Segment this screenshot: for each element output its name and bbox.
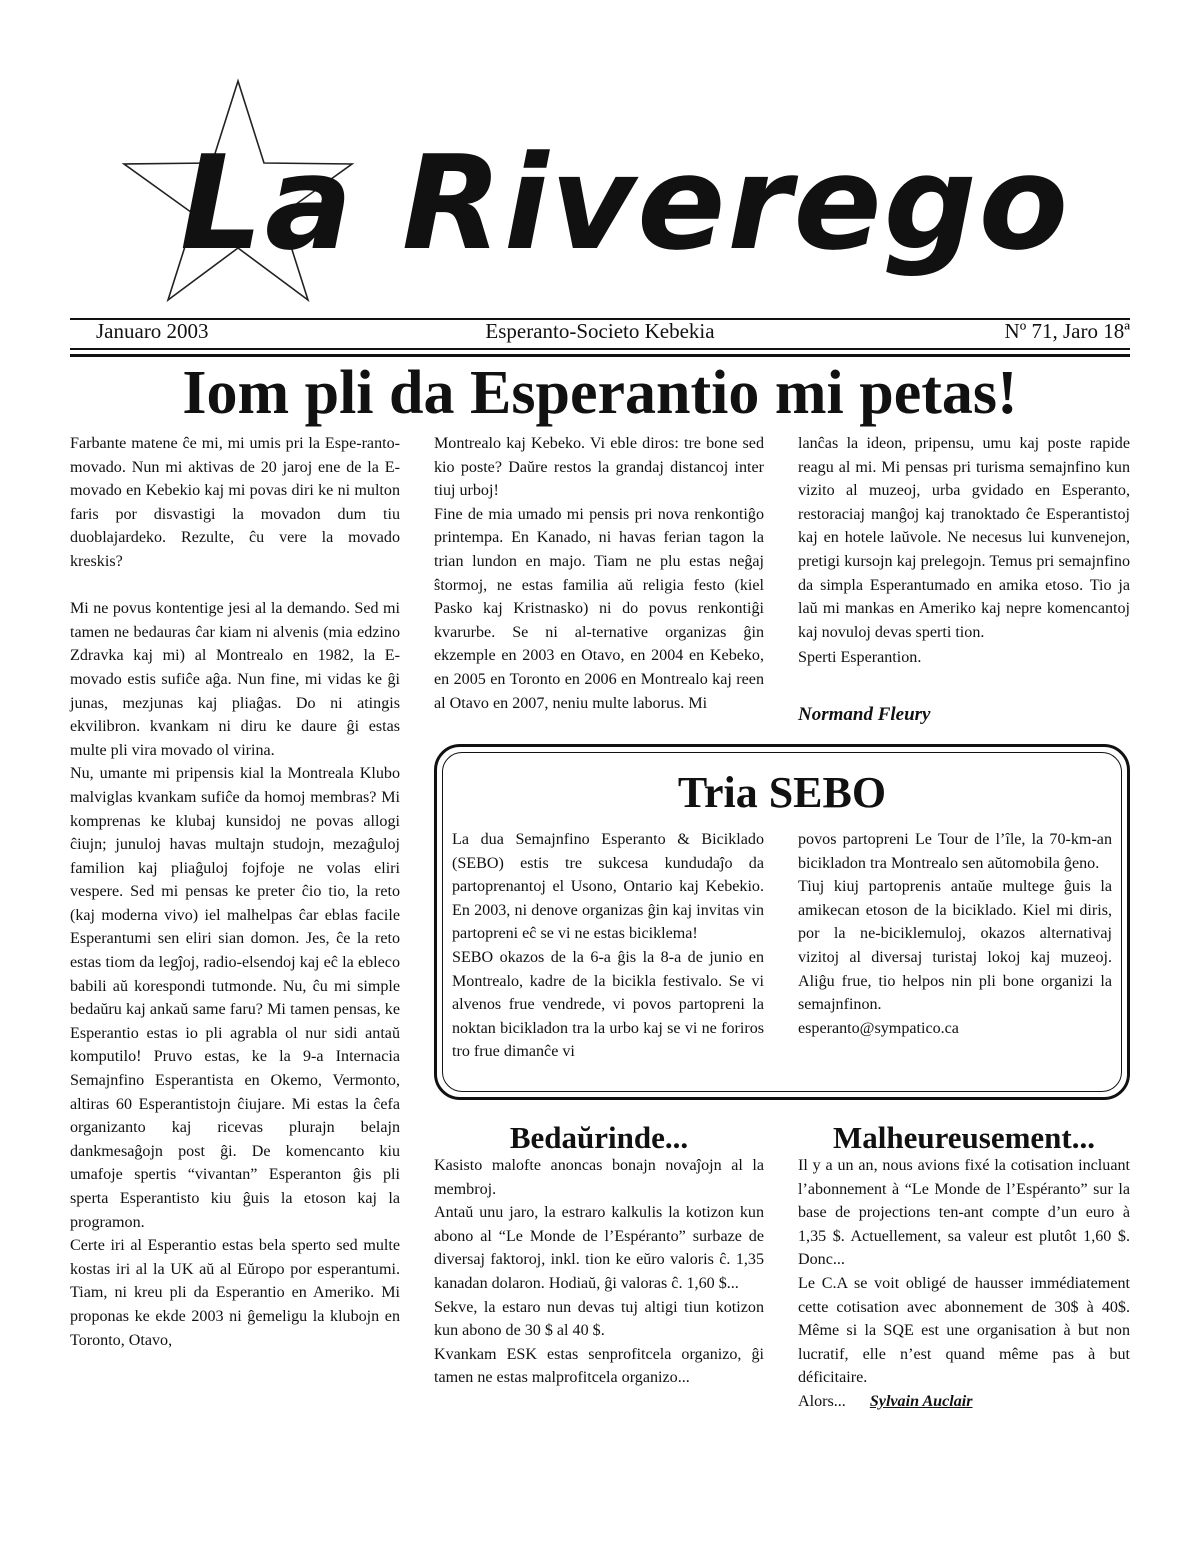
masthead-title: La Riverego bbox=[180, 127, 1071, 279]
mid-rule bbox=[70, 348, 1130, 350]
article-column-1 bbox=[70, 432, 400, 1352]
paragraph: SEBO okazos de la 6-a ĝis la 8-a de junio en Montrealo, kadre de la bicikla festivalo. Se vi alvenos frue vendrede, vi povos partopreni la noktan bicikladon tra la urbo kaj se vi ne foriros tro frue dimanĉe vi bbox=[452, 948, 764, 1061]
paragraph: Farbante matene ĉe mi, mi umis pri la Espe-ranto-movado. Nun mi aktivas de 20 jaroj ene de la E-movado en Kebekio kaj mi povas diri ke ni multon faris por disvastigi la movadon dum tiu duoblajardeko. Rezulte, ĉu vere la movado kreskis? bbox=[70, 435, 400, 570]
sebo-column-2 bbox=[798, 828, 1112, 1040]
paragraph: Antaŭ unu jaro, la estraro kalkulis la kotizon kun abono al “Le Monde de l’Espéranto” surbaze de diversaj faktoroj, inkl. tion ke eŭro valoris ĉ. 1,35 kanadan dolaron. Hodiaŭ, ĝi valoras ĉ. 1,60 $... bbox=[434, 1204, 764, 1292]
closing-line bbox=[798, 1390, 1130, 1414]
paragraph: Nu, umante mi pripensis kial la Montreala Klubo malviglas kvankam sufiĉe da homoj membras? Mi komprenas ke klubaj kunsidoj ne povas allogi ĉiujn; junuloj havas multajn studojn, mezaĝuloj familion kaj pliaĝuloj fojfoje ne volas eliri vespere. Sed mi pensas ke preter ĉio tio, la reto (kaj moderna vivo) iel malhelpas ĉar eblas facile Esperantumi sen eliri sian domon. Jes, ĉe la reto estas tiom da legĵoj, radio-elsendoj kaj eĉ la ebleco babili aŭ korespondi tutmonde. Nu, ĉu mi simple bedaŭru kaj ankaŭ same faru? Mi tamen pensas, ke Esperantio estas io pli agrabla ol nur sidi antaŭ komputilo! Pruvo estas, ke la 9-a Internacia Semajnfino Esperantista en Okemo, Vermonto, altiras 60 Esperantistojn ĉiujare. Mi estas la ĉefa organizanto kaj ricevas plurajn belajn dankmesaĝojn post ĝi. De komencanto kiu umafoje spertis “vivantan” Esperanton ĝis pli sperta Esperantisto kiu ĝuis la etoson kaj la programon. bbox=[70, 765, 400, 1231]
paragraph: Certe iri al Esperantio estas bela sperto sed multe kostas iri al la UK aŭ al Eŭropo por esperantumi. Tiam, ni kreu pli da Esperantio en Ameriko. Mi proponas ke ekde 2003 ni ĝemeligu la klubojn en Toronto, Otavo, bbox=[70, 1237, 400, 1349]
paragraph: Kasisto malofte anoncas bonajn novaĵojn al la membroj. bbox=[434, 1157, 764, 1198]
paragraph: Il y a un an, nous avions fixé la cotisation incluant l’abonnement à “Le Monde de l’Espéranto” sur la base de projections ten-ant compte d’un euro à 1,35 $. Actuellement, sa valeur est plutôt 1,60 $. Donc... bbox=[798, 1157, 1130, 1269]
article-column-3 bbox=[798, 432, 1130, 670]
malheureusement-title: Malheureusement... bbox=[832, 1120, 1096, 1155]
closing-text: Alors... bbox=[798, 1392, 846, 1410]
contact-email: esperanto@sympatico.ca bbox=[798, 1019, 959, 1037]
paragraph: Sperti Esperantion. bbox=[798, 649, 922, 667]
headline: Iom pli da Esperantio mi petas! bbox=[182, 359, 1018, 427]
double-rule bbox=[70, 354, 1130, 357]
paragraph: Montrealo kaj Kebeko. Vi eble diros: tre bone sed kio poste? Daŭre restos la grandaj distancoj inter tiuj urboj! bbox=[434, 435, 764, 500]
paragraph: Mi ne povus kontentige jesi al la demando. Sed mi tamen ne bedauras ĉar kiam ni alvenis (mia edzino Zdravka kaj mi) al Montrealo en 1982, la E-movado estis sufiĉe aĝa. Nun fine, mi vidas ke ĝi junas, mezjunas kaj pliaĝas. Do ni atingis ekvilibron. kvankam ni diru ke daure ĝi estas multe pli vira movado ol virina. bbox=[70, 600, 400, 759]
paragraph: La dua Semajnfino Esperanto & Biciklado (SEBO) estis tre sukcesa kundudaĵo da partoprenantoj el Usono, Ontario kaj Kebekio. En 2003, ni denove organizas ĝin kaj invitas vin partopreni eĉ se vi ne estas biciklema! bbox=[452, 831, 764, 943]
paragraph: Kvankam ESK estas senprofitcela organizo, ĝi tamen ne estas malprofitcela organizo... bbox=[434, 1345, 764, 1387]
paragraph: Tiuj kiuj partoprenis antaŭe multege ĝuis la amikecan etoson de la biciklado. Kiel mi diris, por la ne-biciklemuloj, okazos alternativaj vizitoj al diversaj turistaj lokoj kaj muzeoj. Aliĝu frue, tio helpos nin pli bone organizi la semajnfinon. bbox=[798, 878, 1112, 1014]
issue-number: Nº 71, Jaro 18ª bbox=[1004, 319, 1130, 343]
bedaurinde-title: Bedaŭrinde... bbox=[509, 1120, 689, 1155]
paragraph: povos partopreni Le Tour de l’île, la 70-km-an bicikladon tra Montrealo sen aŭtomobila ĝeno. bbox=[798, 831, 1112, 872]
article-column-2 bbox=[434, 432, 764, 715]
sebo-title: Tria SEBO bbox=[677, 768, 887, 817]
paragraph: Sekve, la estaro nun devas tuj altigi tiun kotizon kun abono de 30 $ al 40 $. bbox=[434, 1298, 764, 1340]
issue-date: Januaro 2003 bbox=[96, 319, 209, 343]
publisher: Esperanto-Societo Kebekia bbox=[485, 319, 715, 343]
malheureusement-article bbox=[798, 1154, 1130, 1414]
paragraph: Fine de mia umado mi pensis pri nova renkontiĝo printempa. En Kanado, ni havas ferian tagon la trian lundon en majo. Tiam ne plu estas neĝaj ŝtormoj, ne estas familia aŭ religia festo (kiel Pasko kaj Kristnasko) ni do povus renkontiĝi kvarurbe. Se ni al-ternative organizas ĝin ekzemple en 2003 en Otavo, en 2004 en Kebeko, en 2005 en Toronto en 2006 en Montrealo kaj reen al Otavo en 2007, neniu multe laborus. Mi bbox=[434, 505, 764, 712]
paragraph: Le C.A se voit obligé de hausser immédiatement cette cotisation avec abonnement de 30$ à 40$. Même si la SQE est une organisation à but non lucratif, elle n’est quand même pas à but déficitaire. bbox=[798, 1274, 1130, 1387]
author-signature: Normand Fleury bbox=[798, 704, 931, 725]
sebo-column-1 bbox=[452, 828, 764, 1064]
author-signature: Sylvain Auclair bbox=[869, 1392, 973, 1410]
bedaurinde-article bbox=[434, 1154, 764, 1390]
paragraph: lanĉas la ideon, pripensu, umu kaj poste rapide reagu al mi. Mi pensas pri turisma semajnfino kun vizito al muzeoj, urba gvidado en Esperanto, restoraciaj manĝoj kaj tranoktado ĉe Esperantistoj kaj en hotele laŭvole. Ne necesus lui kunvenejon, pretigi kursojn kaj prelegojn. Temus pri semajnfino da simpla Esperantumado en amika etoso. Tio ja laŭ mi mankas en Ameriko kaj nepre komencantoj kaj novuloj devas sperti tion. bbox=[798, 435, 1130, 641]
